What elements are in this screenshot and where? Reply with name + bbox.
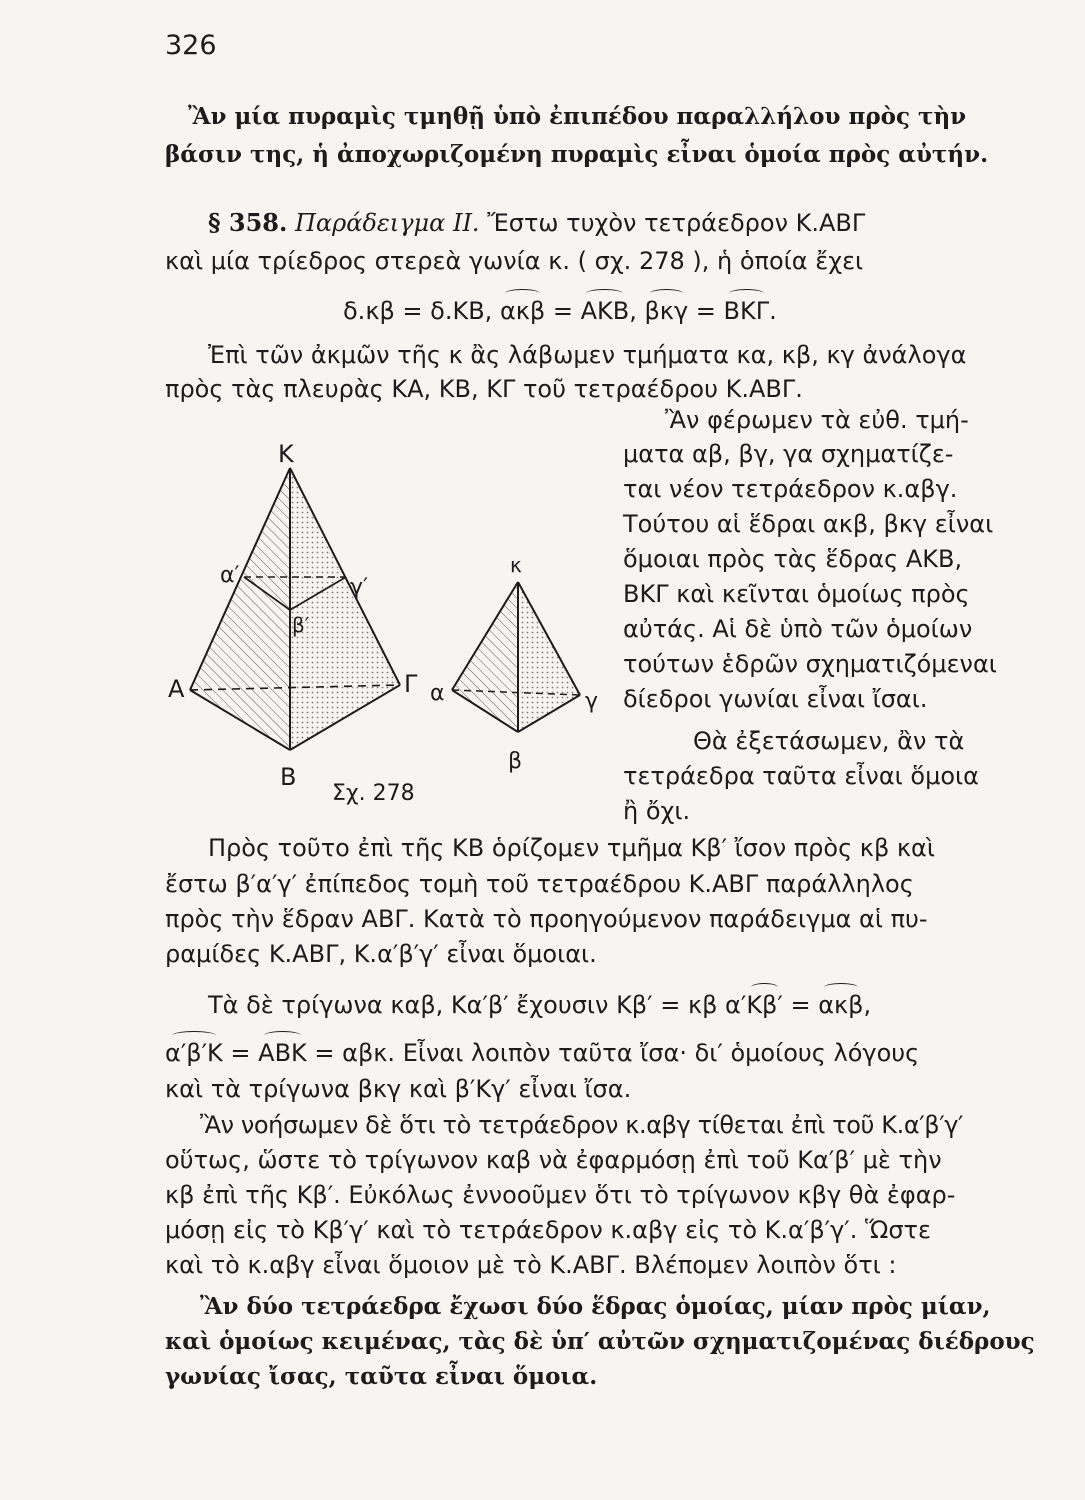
text-run: ,: [863, 991, 872, 1019]
paragraph-line: πρὸς τὰς πλευρὰς ΚΑ, ΚΒ, ΚΓ τοῦ τετραέδρου Κ.ΑΒΓ.: [165, 375, 803, 403]
eq-part: ,: [629, 297, 645, 325]
paragraph-line: Πρὸς τοῦτο ἐπὶ τῆς ΚΒ ὁρίζομεν τμῆμα Κβ′ ἴσον πρὸς κβ καὶ: [208, 834, 935, 862]
paragraph-line: πρὸς τὴν ἕδραν ΑΒΓ. Κατὰ τὸ προηγούμενον παράδειγμα αἱ πυ-: [165, 905, 928, 933]
eq-angle: ΑΒΚ: [258, 1039, 307, 1067]
label-A: Α: [168, 675, 185, 703]
example-heading: [208, 208, 865, 238]
example-equation: [343, 296, 777, 326]
paragraph-line: καὶ τὸ κ.αβγ εἶναι ὅμοιον μὲ τὸ Κ.ΑΒΓ. Βλέπομεν λοιπὸν ὅτι :: [165, 1251, 897, 1279]
side-line: ἢ ὄχι.: [623, 797, 691, 825]
side-line: ΒΚΓ καὶ κεῖνται ὁμοίως πρὸς: [623, 580, 970, 608]
label-a-prime: α′: [220, 563, 240, 588]
label-B: Β: [280, 763, 297, 791]
eq-angle: ΒΚΓ: [723, 297, 770, 325]
eq-angle: Κβ′: [746, 991, 783, 1019]
paragraph-line: ραμίδες Κ.ΑΒΓ, Κ.α′β′γ′ εἶναι ὅμοιαι.: [165, 940, 597, 968]
example-text: Ἔστω τυχὸν τετράεδρον Κ.ΑΒΓ: [487, 209, 866, 237]
eq-angle: ΑΚΒ: [580, 297, 630, 325]
theorem-2-line: γωνίας ἴσας, ταῦτα εἶναι ὅμοια.: [165, 1363, 598, 1390]
paragraph-line: μόσῃ εἰς τὸ Κβ′γ′ καὶ τὸ τετράεδρον κ.αβγ εἰς τὸ Κ.α′β′γ′. Ὥστε: [165, 1216, 931, 1244]
paragraph-line: [165, 1038, 919, 1068]
figure-278: [160, 400, 620, 820]
eq-angle: ακβ: [818, 991, 864, 1019]
side-line: δίεδροι γωνίαι εἶναι ἴσαι.: [623, 685, 928, 713]
face-KBG: [290, 468, 400, 750]
paragraph-line: Ἐπὶ τῶν ἀκμῶν τῆς κ ἂς λάβωμεν τμήματα κα, κβ, κγ ἀνάλογα: [208, 341, 967, 369]
side-line: ται νέον τετράεδρον κ.αβγ.: [623, 475, 958, 503]
eq-angle: α′β′Κ: [165, 1039, 223, 1067]
theorem-1-line: Ἂν μία πυραμὶς τμηθῇ ὑπὸ ἐπιπέδου παραλλήλου πρὸς τὴν: [188, 103, 967, 130]
label-g: γ: [585, 689, 599, 714]
label-b: β: [508, 749, 523, 774]
small-tetrahedron: [430, 553, 598, 774]
paragraph-line: καὶ τὰ τρίγωνα βκγ καὶ β′Κγ′ εἶναι ἴσα.: [165, 1075, 632, 1103]
label-k: κ: [510, 553, 522, 577]
eq-part: =: [545, 297, 581, 325]
side-line: τούτων ἑδρῶν σχηματιζόμεναι: [623, 650, 997, 678]
paragraph-line: ἔστω β′α′γ′ ἐπίπεδος τομὴ τοῦ τετραέδρου Κ.ΑΒΓ παράλληλος: [165, 870, 914, 898]
figure-caption: Σχ. 278: [332, 781, 415, 806]
eq-part: δ.κβ = δ.ΚΒ,: [343, 297, 493, 325]
side-line: Τούτου αἱ ἕδραι ακβ, βκγ εἶναι: [623, 510, 994, 538]
label-g-prime: γ′: [350, 575, 369, 600]
text-run: =: [222, 1039, 259, 1067]
face-kab: [452, 582, 518, 732]
example-title: Παράδειγμα ΙΙ.: [295, 209, 480, 237]
face-kbg: [518, 582, 580, 732]
example-line: καὶ μία τρίεδρος στερεὰ γωνία κ. ( σχ. 278 ), ἡ ὁποία ἔχει: [165, 247, 864, 275]
text-run: =: [782, 991, 819, 1019]
label-K: Κ: [278, 440, 294, 468]
text-run: Τὰ δὲ τρίγωνα καβ, Κα′β′ ἔχουσιν Κβ′ = κβ α′: [208, 991, 747, 1019]
side-line: ματα αβ, βγ, γα σχηματίζε-: [623, 440, 954, 468]
theorem-2-line: καὶ ὁμοίως κειμένας, τὰς δὲ ὑπ′ αὐτῶν σχηματιζομένας διέδρους: [165, 1328, 1035, 1355]
eq-part: .: [769, 297, 777, 325]
paragraph-line: κβ ἐπὶ τῆς Κβ′. Εὐκόλως ἐννοοῦμεν ὅτι τὸ τρίγωνον κβγ θὰ ἐφαρ-: [165, 1181, 956, 1209]
page-number: 326: [165, 30, 217, 61]
theorem-2-line: Ἂν δύο τετράεδρα ἔχωσι δύο ἕδρας ὁμοίας, μίαν πρὸς μίαν,: [200, 1293, 991, 1320]
eq-angle: βκγ: [644, 297, 689, 325]
label-G: Γ: [404, 670, 418, 698]
theorem-1-line: βάσιν της, ἡ ἀποχωριζομένη πυραμὶς εἶναι ὁμοία πρὸς αὐτήν.: [165, 141, 989, 168]
big-tetrahedron: [168, 440, 418, 791]
eq-angle: ακβ: [499, 297, 546, 325]
label-b-prime: β′: [292, 613, 310, 637]
side-line: τετράεδρα ταῦτα εἶναι ὅμοια: [623, 762, 979, 790]
paragraph-line: [208, 990, 871, 1020]
side-line: Ἂν φέρωμεν τὰ εὐθ. τμή-: [665, 406, 969, 434]
side-line: Θὰ ἐξετάσωμεν, ἂν τὰ: [693, 727, 965, 755]
side-line: ὅμοιαι πρὸς τὰς ἕδρας ΑΚΒ,: [623, 545, 963, 573]
paragraph-line: οὕτως, ὥστε τὸ τρίγωνον καβ νὰ ἐφαρμόσῃ ἐπὶ τοῦ Κα′β′ μὲ τὴν: [165, 1146, 942, 1174]
paragraph-line: Ἂν νοήσωμεν δὲ ὅτι τὸ τετράεδρον κ.αβγ τίθεται ἐπὶ τοῦ Κ.α′β′γ′: [200, 1111, 964, 1139]
text-run: = αβκ. Εἶναι λοιπὸν ταῦτα ἴσα· δι′ ὁμοίους λόγους: [306, 1039, 920, 1067]
section-number: § 358.: [208, 208, 288, 237]
label-a: α: [430, 681, 445, 706]
face-KAB: [190, 468, 290, 750]
eq-part: =: [688, 297, 724, 325]
side-line: αὐτάς. Αἱ δὲ ὑπὸ τῶν ὁμοίων: [623, 615, 973, 643]
